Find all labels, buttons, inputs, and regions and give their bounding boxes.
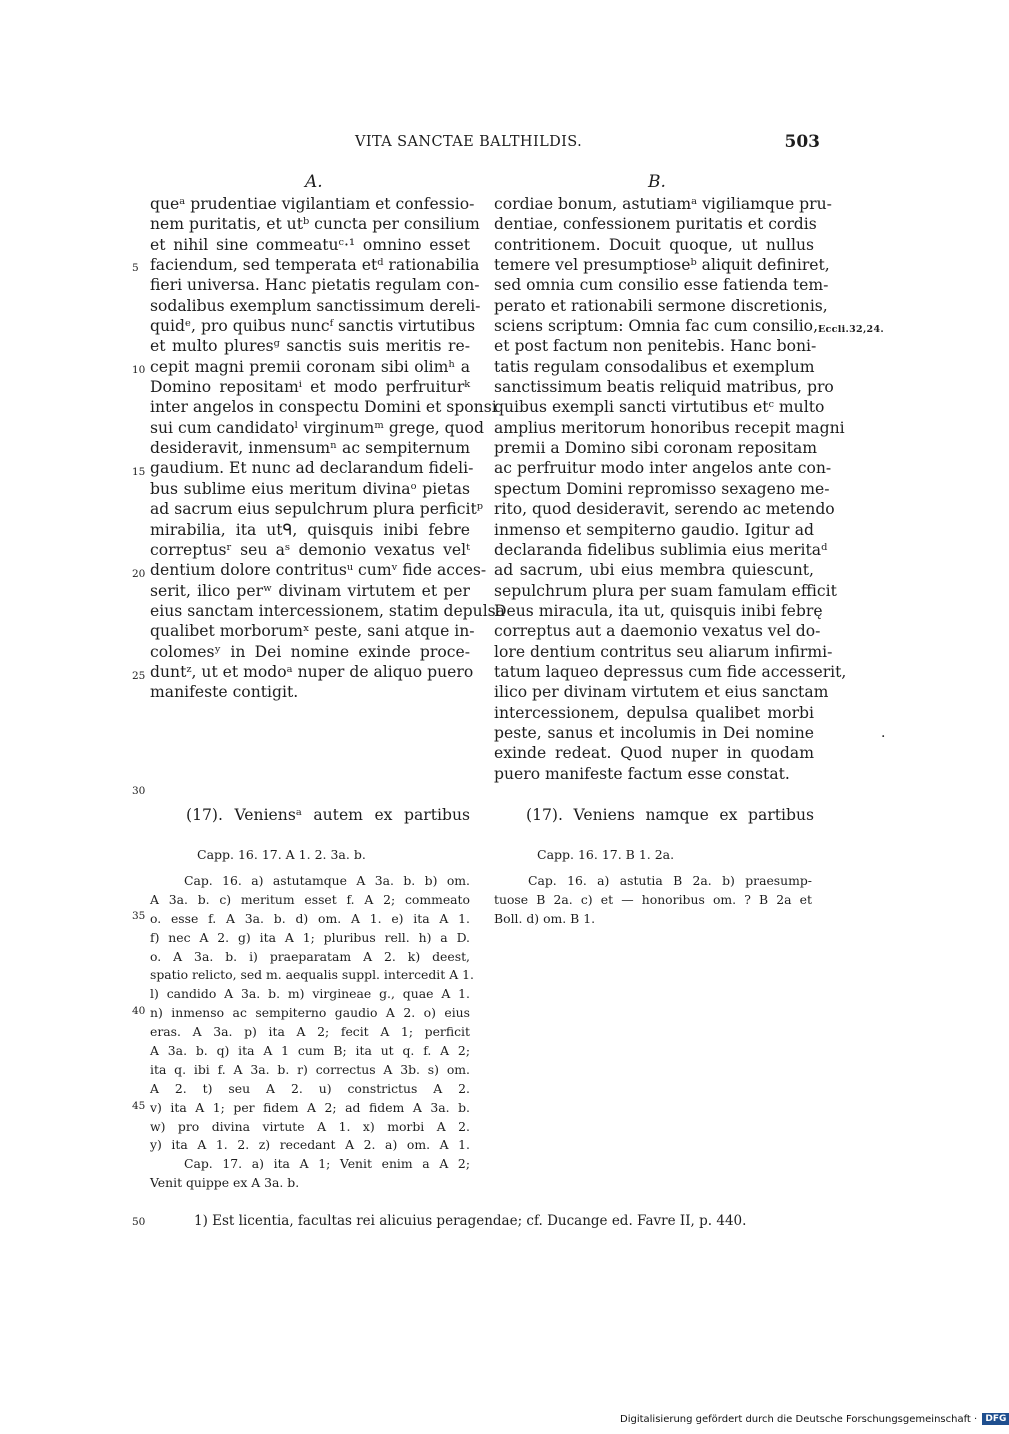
text-line: et post factum non penitebis. Hanc boni- [494, 337, 817, 356]
text-line: lore dentium contritus seu aliarum infirmi- [494, 642, 833, 661]
section-start-b [526, 806, 814, 824]
column-a-label: A. [305, 172, 323, 192]
text-line: faciendum, sed temperata etᵈ rationabilia [150, 256, 480, 275]
apparatus-line: tuose B 2a. c) et — honoribus om. ? B 2a et [494, 891, 812, 907]
apparatus-line: A 2. t) seu A 2. u) constrictus A 2. [150, 1080, 470, 1096]
text-line: (17). Veniensᵃ autem ex partibus [186, 806, 470, 824]
text-line: sodalibus exemplum sanctissimum dereli- [150, 296, 481, 315]
apparatus-line: w) pro divina virtute A 1. x) morbi A 2. [150, 1118, 470, 1134]
line-number: 40 [132, 1005, 146, 1017]
text-line: sui cum candidatoˡ virginumᵐ grege, quod [150, 418, 485, 437]
page-number: 503 [784, 132, 820, 152]
apparatus-line: ita q. ibi f. A 3a. b. r) correctus A 3b. s) om. [150, 1061, 470, 1077]
text-line: Domino repositamⁱ et modo perfruiturᵏ [150, 378, 470, 397]
apparatus-line: l) candido A 3a. b. m) virgineae g., quae A 1. [150, 986, 470, 1002]
line-number: 5 [132, 262, 139, 274]
line-number: 10 [132, 364, 146, 376]
text-line: tatis regulam consodalibus et exemplum [494, 357, 815, 376]
funding-note [620, 1413, 1009, 1425]
apparatus-line: o. esse f. A 3a. b. d) om. A 1. e) ita A 1. [150, 910, 470, 926]
text-line: et multo pluresᵍ sanctis suis meritis re- [150, 337, 470, 356]
text-line: quibus exempli sancti virtutibus etᶜ multo [494, 398, 825, 417]
line-number: 45 [132, 1100, 146, 1112]
text-line: cordiae bonum, astutiamᵃ vigiliamque pru- [494, 195, 832, 213]
text-line: Deus miracula, ita ut, quisquis inibi febrę [494, 601, 823, 620]
line-number: 35 [132, 910, 146, 922]
line-number: 30 [132, 785, 146, 797]
footnote: 1) Est licentia, facultas rei alicuius peragendae; cf. Ducange ed. Favre II, p. 440. [194, 1213, 747, 1229]
text-line: peste, sanus et incolumis in Dei nomine [494, 723, 814, 742]
text-line: (17). Veniens namque ex partibus [526, 806, 814, 824]
apparatus-line: Boll. d) om. B 1. [494, 910, 596, 926]
text-line: fieri universa. Hanc pietatis regulam con- [150, 276, 480, 295]
text-line: serit, ilico perʷ divinam virtutem et per [150, 581, 470, 600]
text-line: duntᶻ, ut et modoᵃ nuper de aliquo puero [150, 662, 474, 681]
text-line: nem puritatis, et utᵇ cuncta per consilium [150, 215, 480, 234]
apparatus-line: v) ita A 1; per fidem A 2; ad fidem A 3a. b. [150, 1099, 470, 1115]
text-line: sepulchrum plura per suam famulam efficit [494, 581, 837, 600]
apparatus-line: Cap. 16. a) astutamque A 3a. b. b) om. [184, 873, 470, 888]
text-line: eius sanctam intercessionem, statim depulsa [150, 601, 505, 620]
text-line: declaranda fidelibus sublimia eius meritaᵈ [494, 540, 828, 559]
margin-dot: · [881, 729, 886, 745]
text-line: ad sacrum, ubi eius membra quiescunt, [494, 561, 814, 580]
text-line: sciens scriptum: Omnia fac cum consilio, [494, 317, 819, 336]
text-line: manifeste contigit. [150, 683, 299, 702]
text-line: dentiae, confessionem puritatis et cordis [494, 215, 817, 234]
apparatus-line: A 3a. b. c) meritum esset f. A 2; commeato [150, 891, 470, 907]
apparatus-line: n) inmenso ac sempiterno gaudio A 2. o) eius [150, 1005, 470, 1021]
apparatus-line: y) ita A 1. 2. z) recedant A 2. a) om. A 1. [150, 1137, 470, 1153]
apparatus-line: Cap. 16. a) astutia B 2a. b) praesump- [528, 873, 812, 888]
apparatus-header-b: Capp. 16. 17. B 1. 2a. [537, 847, 675, 862]
text-line: cepit magni premii coronam sibi olimʰ a [150, 357, 470, 376]
apparatus-line: o. A 3a. b. i) praeparatam A 2. k) deest, [150, 948, 470, 964]
text-line: amplius meritorum honoribus recepit magni [494, 418, 845, 437]
column-b-text [494, 194, 847, 784]
page-header [355, 134, 820, 156]
dfg-logo: DFG [982, 1413, 1009, 1425]
apparatus-line: A 3a. b. q) ita A 1 cum B; ita ut q. f. A 2; [150, 1043, 470, 1059]
text-line: contritionem. Docuit quoque, ut nullus [494, 235, 814, 254]
column-b-label: B. [648, 172, 666, 192]
text-line: qualibet morborumˣ peste, sani atque in- [150, 622, 475, 641]
text-line: inter angelos in conspectu Domini et sponsi [150, 398, 497, 417]
column-a-text [150, 194, 505, 703]
margin-reference: Eccli.32,24. [818, 324, 884, 335]
text-line: bus sublime eius meritum divinaᵒ pietas [150, 479, 470, 498]
line-number: 20 [132, 568, 146, 580]
text-line: tatum laqueo depressus cum fide accesserit, [494, 662, 847, 681]
text-line: ac perfruitur modo inter angelos ante con- [494, 459, 832, 478]
text-line: spectum Domini repromisso sexageno me- [494, 479, 830, 498]
apparatus-line: Cap. 17. a) ita A 1; Venit enim a A 2; [184, 1156, 470, 1172]
text-line: temere vel presumptioseᵇ aliquit definiret, [494, 256, 830, 275]
text-line: mirabilia, ita utᑫ, quisquis inibi febre [150, 520, 470, 539]
apparatus-header-a: Capp. 16. 17. A 1. 2. 3a. b. [197, 847, 366, 862]
text-line: exinde redeat. Quod nuper in quodam [494, 744, 814, 763]
text-line: intercessionem, depulsa qualibet morbi [494, 703, 814, 722]
apparatus-a [150, 872, 474, 1193]
text-line: dentium dolore contritusᵘ cumᵛ fide acces- [150, 561, 487, 580]
section-start-a [186, 806, 470, 824]
text-line: rito, quod desideravit, serendo ac metendo [494, 500, 835, 519]
line-number: 50 [132, 1216, 146, 1228]
text-line: queᵃ prudentiae vigilantiam et confessio- [150, 195, 475, 213]
text-line: perato et rationabili sermone discretionis, [494, 296, 828, 315]
text-line: correptus aut a daemonio vexatus vel do- [494, 622, 821, 641]
line-number: 15 [132, 466, 146, 478]
text-line: inmenso et sempiterno gaudio. Igitur ad [494, 520, 814, 539]
text-line: desideravit, inmensumⁿ ac sempiternum [150, 439, 470, 458]
text-line: ilico per divinam virtutem et eius sanctam [494, 683, 829, 702]
text-line: correptusʳ seu aˢ demonio vexatus velᵗ [150, 540, 470, 559]
text-line: sed omnia cum consilio esse fatienda tem- [494, 276, 829, 295]
apparatus-line: spatio relicto, sed m. aequalis suppl. intercedit A 1. [150, 967, 474, 983]
text-line: et nihil sine commeatuᶜ·¹ omnino esset [150, 235, 470, 254]
text-line: gaudium. Et nunc ad declarandum fideli- [150, 459, 474, 478]
apparatus-line: eras. A 3a. p) ita A 2; fecit A 1; perficit [150, 1024, 470, 1040]
apparatus-b [494, 872, 812, 929]
text-line: puero manifeste factum esse constat. [494, 764, 790, 783]
funding-text: Digitalisierung gefördert durch die Deutsche Forschungsgemeinschaft · [620, 1414, 978, 1425]
running-title: VITA SANCTAE BALTHILDIS. [355, 134, 583, 150]
apparatus-line: f) nec A 2. g) ita A 1; pluribus rell. h) a D. [150, 929, 470, 945]
text-line: premii a Domino sibi coronam repositam [494, 439, 818, 458]
line-number: 25 [132, 670, 146, 682]
text-line: colomesʸ in Dei nomine exinde proce- [150, 642, 470, 661]
apparatus-line: Venit quippe ex A 3a. b. [150, 1175, 300, 1191]
text-line: quidᵉ, pro quibus nuncᶠ sanctis virtutibus [150, 317, 476, 336]
text-line: sanctissimum beatis reliquid matribus, pro [494, 378, 834, 397]
text-line: ad sacrum eius sepulchrum plura perficitᵖ [150, 500, 483, 519]
